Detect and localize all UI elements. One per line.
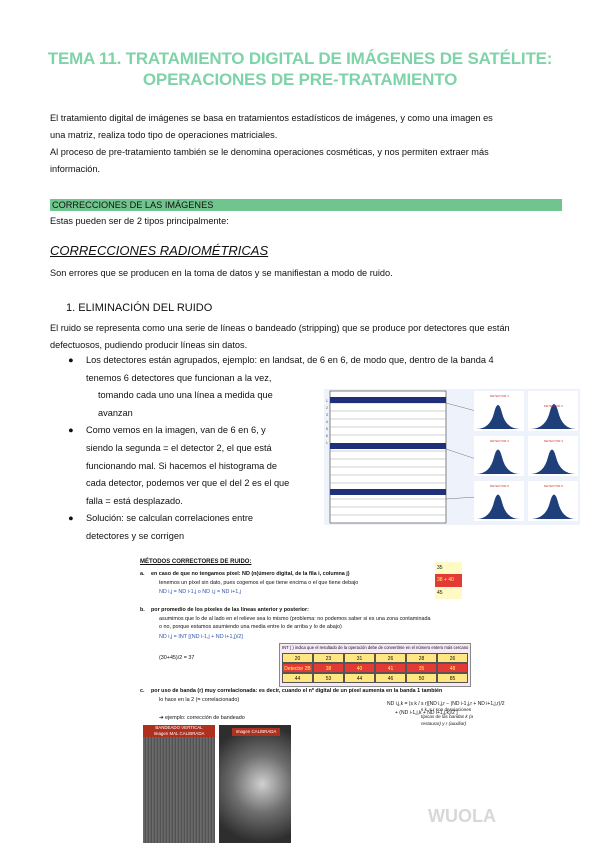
image-label-line: Imagen MAL CALIBRADA — [153, 731, 205, 736]
bullet-icon: ● — [68, 355, 74, 365]
grid-cell: 26 — [437, 653, 468, 663]
grid-cell: 41 — [375, 663, 406, 673]
side-value: 45 — [435, 587, 462, 599]
dark-stripe — [330, 443, 446, 449]
side-number: 4 — [326, 420, 328, 424]
grid-cell: 48 — [437, 663, 468, 673]
bullet-line: Como vemos en la imagen, van de 6 en 6, y — [86, 425, 266, 436]
side-number: 3 — [326, 413, 328, 417]
image-label — [143, 725, 215, 737]
grid-cell: 38 — [313, 663, 344, 673]
bullet-line: detectores y se corrigen — [86, 530, 185, 541]
detector-label: DETECTOR 6 — [544, 484, 563, 488]
title-line-1: TEMA 11. TRATAMIENTO DIGITAL DE IMÁGENES DE SATÉLITE: — [47, 49, 553, 68]
grid-cell: 50 — [406, 673, 437, 683]
detector-label: DETECTOR 5 — [490, 484, 509, 488]
bullet-line: funcionando mal. Si hacemos el histograma de — [86, 460, 278, 471]
fig2-c-note: s k, s r son desviaciones — [421, 707, 472, 712]
side-number: 6 — [326, 434, 328, 438]
fig2-c-text: lo hace en la 2 (= correlacionado) — [159, 697, 240, 703]
fig2-c-text: por uso de banda (r) muy correlacionada: es decir, cuando el nº digital de un píxel aumenta en la banda 1 también — [151, 688, 443, 694]
grid-cell: 44 — [344, 673, 375, 683]
intro-line: información. — [50, 164, 101, 174]
grid-cell: 20 — [282, 653, 313, 663]
fig2-a-text: en caso de que no tengamos píxel: ND (n(úmero digital, de la fila i, columna j) — [151, 571, 350, 577]
detector-figure — [324, 389, 580, 525]
fig2-title: MÉTODOS CORRECTORES DE RUIDO: — [140, 559, 252, 565]
image-label: Imagen CALIBRADA — [232, 728, 280, 736]
fig2-b-sub: ND i,j = INT [(ND i-1,j + ND i+1,j)/2] — [159, 634, 243, 640]
side-number: 5 — [326, 427, 328, 431]
side-number: 2 — [326, 406, 328, 410]
intro-line: El tratamiento digital de imágenes se basa en tratamientos estadísticos de imágenes, y como una imagen es — [50, 113, 493, 123]
list-item — [68, 510, 328, 545]
detector-label: DETECTOR 2 — [544, 404, 563, 408]
fig2-c-example: ➔ ejemplo: corrección de bandeado — [159, 715, 245, 721]
intro-paragraph — [50, 110, 560, 178]
side-number: 1 — [326, 441, 328, 445]
grid-cell: 85 — [437, 673, 468, 683]
fig2-a-sub: tenemos un píxel sin dato, pues cogemos el que tiene encima o el que tiene debajo — [159, 580, 359, 586]
section-heading: CORRECCIONES DE LAS IMÁGENES — [50, 199, 562, 211]
list-item — [68, 422, 328, 510]
grid-cell: 31 — [344, 653, 375, 663]
dark-stripe — [330, 489, 446, 495]
grid-cell: 23 — [313, 653, 344, 663]
list-item — [68, 352, 494, 422]
radiometric-text: Son errores que se producen en la toma de datos y se manifiestan a modo de ruido. — [50, 268, 393, 278]
bullet-line: tomando cada uno una línea a medida que — [98, 390, 273, 401]
grid-cell: 53 — [313, 673, 344, 683]
intro-line: Al proceso de pre-tratamiento también se le denomina operaciones cosméticas, y nos permiten extraer más — [50, 147, 489, 157]
watermark: WUOLA — [428, 806, 496, 826]
noise-line: El ruido se representa como una serie de líneas o bandeado (stripping) que se produce por detectores que están — [50, 323, 510, 333]
bullet-line: Solución: se calculan correlaciones entre — [86, 513, 253, 524]
grid-cell: 40 — [344, 663, 375, 673]
intro-line: una matriz, realiza todo tipo de operaciones matriciales. — [50, 130, 278, 140]
fig2-c-label: c. — [140, 688, 145, 694]
grid-cell: 28 — [406, 653, 437, 663]
bullet-line: siendo la segunda = el detector 2, el que está — [86, 442, 272, 453]
bullet-line: avanzan — [98, 407, 133, 418]
bullet-line: falla = está desplazado. — [86, 495, 183, 506]
bullet-line: tenemos 6 detectores que funcionan a la vez, — [86, 372, 272, 383]
noise-heading: 1. ELIMINACIÓN DEL RUIDO — [66, 302, 213, 314]
bullet-line: cada detector, podemos ver que el del 2 es el que — [86, 478, 290, 489]
fig2-c-note: restaurar) y r (auxiliar) — [421, 721, 467, 726]
fig2-b-sub: (30+45)/2 = 37 — [159, 655, 195, 661]
grid-cell: 44 — [282, 673, 313, 683]
grid-box — [279, 643, 471, 687]
fig2-c-formula: + (ND i-1,j,k + ND i+1,j,k)/2 ] — [395, 710, 458, 716]
page-title — [0, 48, 600, 90]
title-line-2: OPERACIONES DE PRE-TRATAMIENTO — [142, 70, 458, 89]
fig2-c-note: típicas de las bandas k (a — [421, 714, 474, 719]
image-label-line: BANDEADO VERTICAL — [155, 725, 203, 730]
miscalibrated-image — [143, 725, 215, 843]
fig2-b-text: por promedio de los píxeles de las líneas anterior y posterior: — [151, 607, 309, 613]
noise-bullets — [68, 352, 494, 546]
detector-label: DETECTOR 1 — [490, 394, 509, 398]
section-text: Estas pueden ser de 2 tipos principalmente: — [50, 216, 229, 226]
grid-cell: 26 — [375, 653, 406, 663]
noise-paragraph — [50, 320, 560, 354]
fig2-b-label: b. — [140, 607, 145, 613]
detector-label: DETECTOR 4 — [544, 439, 563, 443]
radiometric-subtitle: CORRECCIONES RADIOMÉTRICAS — [50, 243, 269, 258]
fig2-b-sub: o no, porque estamos asumiendo una media entre lo de arriba y lo de abajo) — [159, 624, 342, 630]
grid-cell: 46 — [375, 673, 406, 683]
side-value: 38 + 40 — [435, 574, 462, 587]
detector-label: DETECTOR 3 — [490, 439, 509, 443]
fig2-c-formula: ND i,j,k = (s k / s r)[ND i,j,r − (ND i-1,j,r + ND i+1,j,r)/2 — [387, 701, 505, 707]
grid-note: INT ( ) indica que el resultado de la operación debe de convertirse en el número entero más cercano — [282, 645, 469, 650]
calibrated-image — [219, 725, 291, 843]
bullet-line: Los detectores están agrupados, ejemplo: en landsat, de 6 en 6, de modo que, dentro de la banda 4 — [86, 355, 494, 365]
grid-cell: Detector 2B — [282, 663, 313, 673]
dark-stripe — [330, 397, 446, 403]
side-number: 1 — [326, 399, 328, 403]
fig2-a-sub: ND i,j = ND i-1,j o ND i,j = ND i+1,j — [159, 589, 241, 595]
bullet-icon: ● — [68, 425, 74, 436]
fig2-a-label: a. — [140, 571, 145, 577]
side-value: 35 — [435, 562, 462, 574]
noise-line: defectuosos, pudiendo producir líneas sin datos. — [50, 340, 248, 350]
fig2-b-sub: asumimos que lo de al lado en el relieve sea lo mismo (problema: no podemos saber si es una zona contaminada — [159, 616, 431, 622]
bullet-icon: ● — [68, 513, 74, 524]
grid-cell: 35 — [406, 663, 437, 673]
noise-methods-figure — [137, 557, 505, 843]
